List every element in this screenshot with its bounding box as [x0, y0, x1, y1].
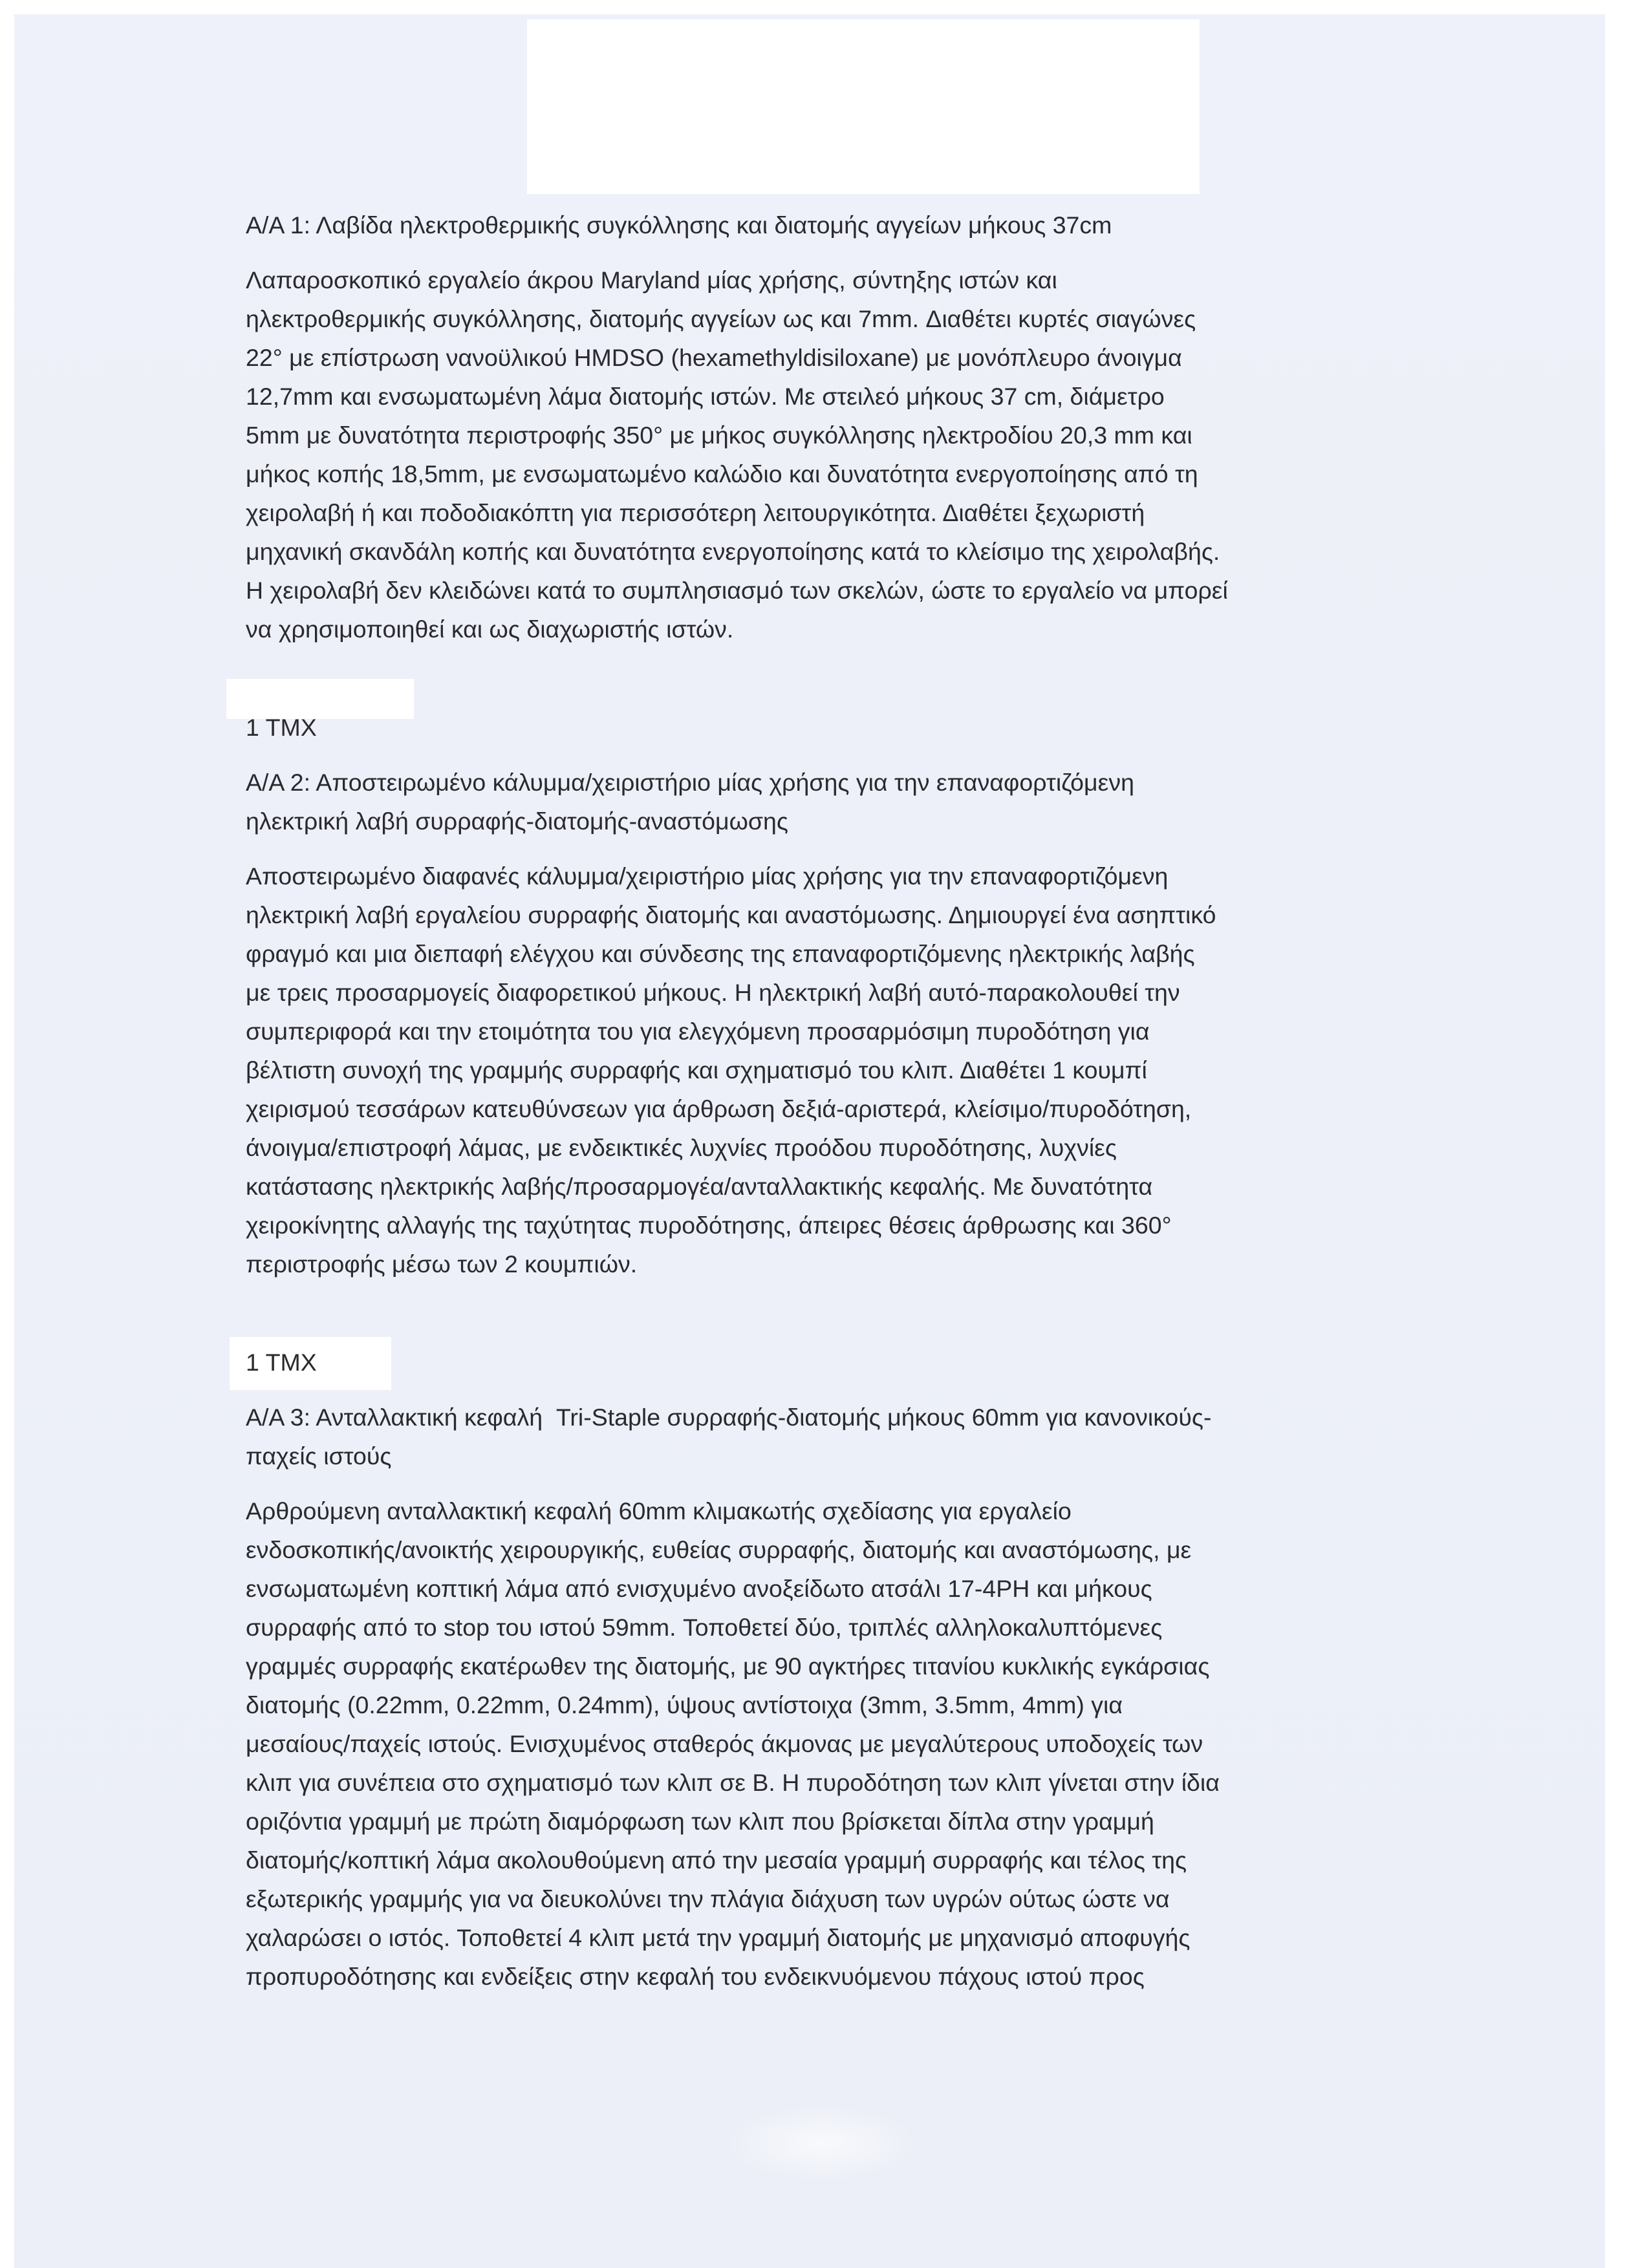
description-line: Αποστειρωμένο διαφανές κάλυμμα/χειριστήριο μίας χρήσης για την επαναφορτιζόμενη	[246, 862, 1169, 890]
item-3	[246, 1398, 1358, 1996]
document-body	[246, 206, 1358, 1996]
description-line: 12,7mm και ενσωματωμένη λάμα διατομής ιστών. Με στειλεό μήκους 37 cm, διάμετρο	[246, 383, 1165, 410]
description-line: συμπεριφορά και την ετοιμότητα του για ελεγχόμενη προσαρμόσιμη πυροδότηση για	[246, 1018, 1150, 1045]
description-line: άνοιγμα/επιστροφή λάμας, με ενδεικτικές λυχνίες προόδου πυροδότησης, λυχνίες	[246, 1134, 1117, 1161]
item-3-description	[246, 1492, 1358, 1996]
item-1-description	[246, 261, 1358, 648]
description-line: χειρολαβή ή και ποδοδιακόπτη για περισσότερη λειτουργικότητα. Διαθέτει ξεχωριστή	[246, 499, 1145, 526]
description-line: ηλεκτροθερμικής συγκόλλησης, διατομής αγγείων ως και 7mm. Διαθέτει κυρτές σιαγώνες	[246, 305, 1196, 332]
item-1	[246, 206, 1358, 747]
description-line: κατάστασης ηλεκτρικής λαβής/προσαρμογέα/ανταλλακτικής κεφαλής. Με δυνατότητα	[246, 1173, 1153, 1200]
description-line: μήκος κοπής 18,5mm, με ενσωματωμένο καλώδιο και δυνατότητα ενεργοποίησης από τη	[246, 460, 1198, 487]
description-line: με τρεις προσαρμογείς διαφορετικού μήκους. Η ηλεκτρική λαβή αυτό-παρακολουθεί την	[246, 979, 1180, 1006]
item-2-description	[246, 857, 1358, 1283]
description-line: χειρισμού τεσσάρων κατευθύνσεων για άρθρωση δεξιά-αριστερά, κλείσιμο/πυροδότηση,	[246, 1095, 1192, 1122]
item-2-quantity: 1 ΤΜΧ	[246, 1349, 317, 1376]
description-line: φραγμό και μια διεπαφή ελέγχου και σύνδεσης της επαναφορτιζόμενης ηλεκτρικής λαβής	[246, 940, 1195, 967]
description-line: διατομής/κοπτική λάμα ακολουθούμενη από την μεσαία γραμμή συρραφής και τέλος της	[246, 1846, 1187, 1874]
description-line: 5mm με δυνατότητα περιστροφής 350° με μήκος συγκόλλησης ηλεκτροδίου 20,3 mm και	[246, 422, 1192, 449]
item-2-heading: Α/Α 2: Αποστειρωμένο κάλυμμα/χειριστήριο μίας χρήσης για την επαναφορτιζόμενη	[246, 769, 1134, 796]
item-2	[246, 763, 1358, 1382]
item-1-heading: Α/Α 1: Λαβίδα ηλεκτροθερμικής συγκόλλησης και διατομής αγγείων μήκους 37cm	[246, 211, 1112, 239]
description-line: ενσωματωμένη κοπτική λάμα από ενισχυμένο ανοξείδωτο ατσάλι 17-4PH και μήκους	[246, 1575, 1152, 1602]
description-line: διατομής (0.22mm, 0.22mm, 0.24mm), ύψους αντίστοιχα (3mm, 3.5mm, 4mm) για	[246, 1691, 1123, 1718]
description-line: Η χειρολαβή δεν κλειδώνει κατά το συμπλησιασμό των σκελών, ώστε το εργαλείο να μπορεί	[246, 577, 1228, 604]
description-line: συρραφής από το stop του ιστού 59mm. Τοποθετεί δύο, τριπλές αλληλοκαλυπτόμενες	[246, 1614, 1163, 1641]
description-line: χαλαρώσει ο ιστός. Τοποθετεί 4 κλιπ μετά την γραμμή διατομής με μηχανισμό αποφυγής	[246, 1924, 1191, 1951]
description-line: εξωτερικής γραμμής για να διευκολύνει την πλάγια διάχυση των υγρών ούτως ώστε να	[246, 1885, 1170, 1912]
description-line: Αρθρούμενη ανταλλακτική κεφαλή 60mm κλιμακωτής σχεδίασης για εργαλείο	[246, 1497, 1072, 1524]
description-line: ηλεκτρική λαβή εργαλείου συρραφής διατομής και αναστόμωσης. Δημιουργεί ένα ασηπτικό	[246, 901, 1216, 928]
description-line: βέλτιστη συνοχή της γραμμής συρραφής και σχηματισμό του κλιπ. Διαθέτει 1 κουμπί	[246, 1056, 1147, 1084]
description-line: κλιπ για συνέπεια στο σχηματισμό των κλιπ σε Β. Η πυροδότηση των κλιπ γίνεται στην ίδια	[246, 1769, 1220, 1796]
description-line: μεσαίους/παχείς ιστούς. Ενισχυμένος σταθερός άκμονας με μεγαλύτερους υποδοχείς των	[246, 1730, 1203, 1757]
description-line: Λαπαροσκοπικό εργαλείο άκρου Maryland μίας χρήσης, σύντηξης ιστών και	[246, 266, 1057, 294]
redaction-block-header	[527, 19, 1200, 194]
description-line: 22° με επίστρωση νανοϋλικού HMDSO (hexamethyldisiloxane) με μονόπλευρο άνοιγμα	[246, 344, 1182, 371]
item-3-heading: παχείς ιστούς	[246, 1442, 392, 1470]
description-line: χειροκίνητης αλλαγής της ταχύτητας πυροδότησης, άπειρες θέσεις άρθρωσης και 360°	[246, 1212, 1172, 1239]
item-1-quantity: 1 ΤΜΧ	[246, 714, 317, 741]
item-2-heading: ηλεκτρική λαβή συρραφής-διατομής-αναστόμωσης	[246, 808, 788, 835]
description-line: να χρησιμοποιηθεί και ως διαχωριστής ιστών.	[246, 615, 734, 643]
description-line: ενδοσκοπικής/ανοικτής χειρουργικής, ευθείας συρραφής, διατομής και αναστόμωσης, με	[246, 1536, 1192, 1563]
description-line: προπυροδότησης και ενδείξεις στην κεφαλή του ενδεικνυόμενου πάχους ιστού προς	[246, 1963, 1145, 1990]
description-line: οριζόντια γραμμή με πρώτη διαμόρφωση των κλιπ που βρίσκεται δίπλα στην γραμμή	[246, 1808, 1154, 1835]
description-line: περιστροφής μέσω των 2 κουμπιών.	[246, 1250, 638, 1278]
description-line: μηχανική σκανδάλη κοπής και δυνατότητα ενεργοποίησης κατά το κλείσιμο της χειρολαβής.	[246, 538, 1220, 565]
description-line: γραμμές συρραφής εκατέρωθεν της διατομής, με 90 αγκτήρες τιτανίου κυκλικής εγκάρσιας	[246, 1653, 1210, 1680]
item-3-heading: Α/Α 3: Ανταλλακτική κεφαλή Tri-Staple συρραφής-διατομής μήκους 60mm για κανονικούς-	[246, 1404, 1212, 1431]
scan-artifact	[724, 2104, 918, 2182]
